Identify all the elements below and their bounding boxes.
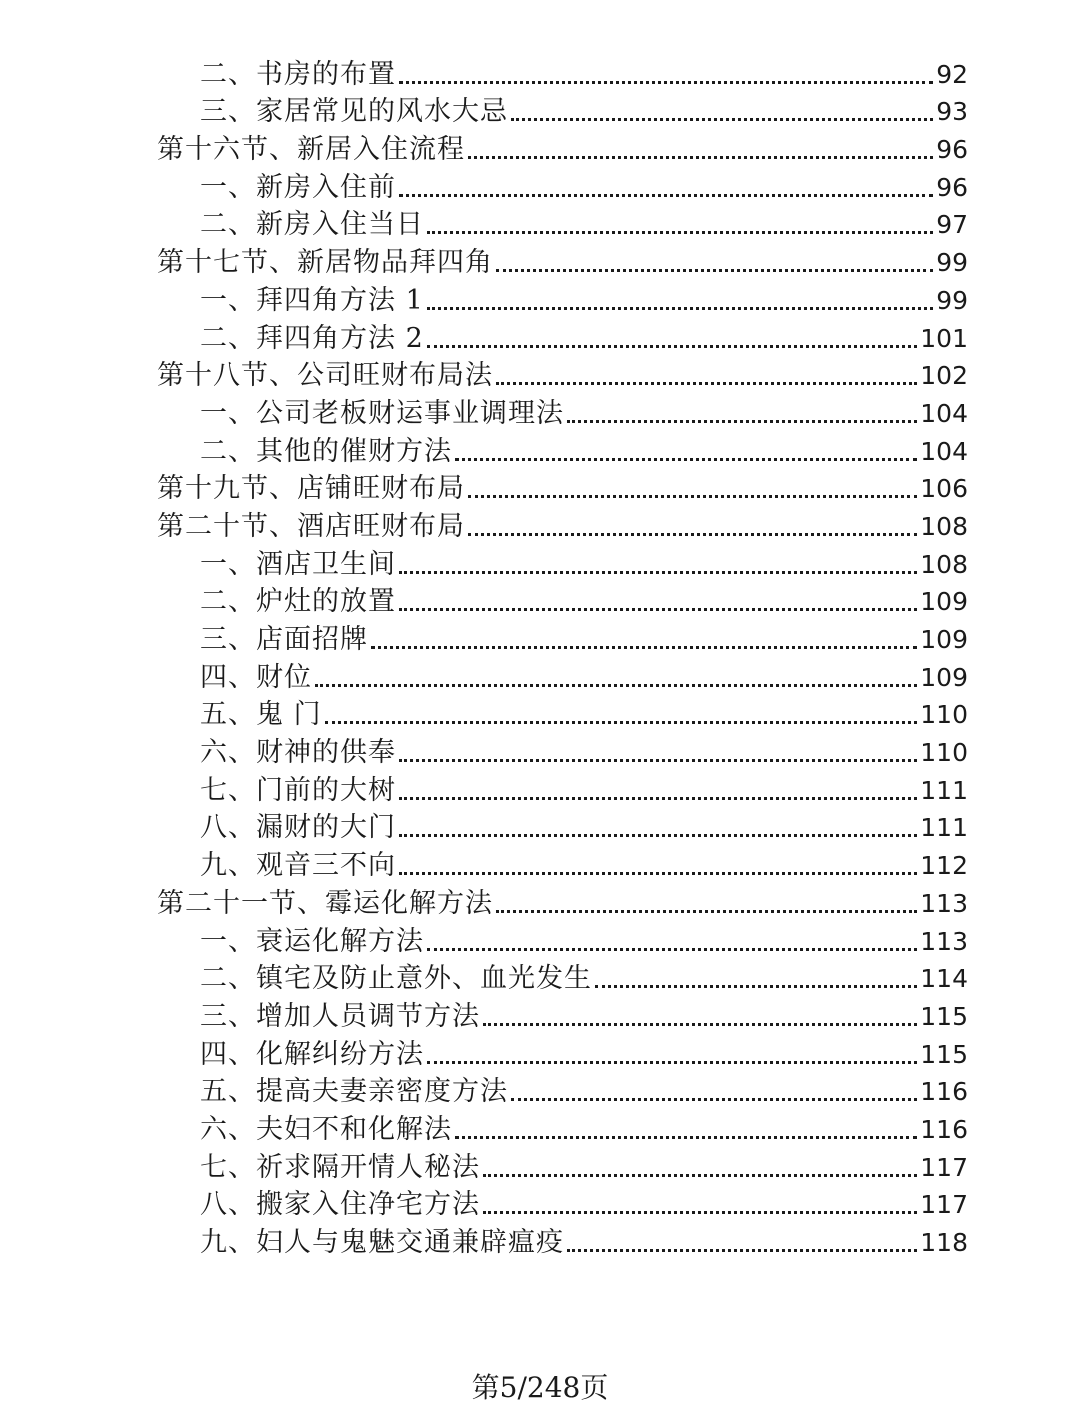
toc-section-entry[interactable] [0, 357, 1080, 395]
toc-entry-page-number: 109 [920, 625, 968, 654]
toc-entry-page-number: 115 [920, 1039, 968, 1069]
toc-entry-title: 六、财神的供奉 [200, 737, 396, 769]
toc-entry-page-number: 101 [920, 323, 968, 353]
dot-leader [455, 458, 917, 461]
toc-entry-page-number: 99 [936, 248, 968, 278]
toc-entry-title: 二、书房的布置 [200, 58, 396, 90]
toc-subsection-entry[interactable] [0, 960, 1080, 998]
toc-entry-page-number: 92 [936, 59, 968, 89]
dot-leader [483, 1023, 917, 1026]
dot-leader [399, 797, 917, 800]
dot-leader [468, 156, 933, 159]
dot-leader [399, 81, 933, 84]
toc-subsection-entry[interactable] [0, 620, 1080, 658]
dot-leader [427, 948, 917, 951]
toc-entry-title: 三、增加人员调节方法 [200, 1000, 480, 1032]
toc-subsection-entry[interactable] [0, 809, 1080, 847]
toc-subsection-entry[interactable] [0, 206, 1080, 244]
dot-leader [315, 684, 917, 687]
toc-subsection-entry[interactable] [0, 1073, 1080, 1111]
toc-section-entry[interactable] [0, 243, 1080, 281]
toc-subsection-entry[interactable] [0, 1148, 1080, 1186]
toc-entry-title: 三、家居常见的风水大忌 [200, 96, 508, 128]
toc-entry-page-number: 112 [920, 851, 968, 881]
toc-entry-title: 二、新房入住当日 [200, 209, 424, 241]
toc-entry-page-number: 115 [920, 1001, 968, 1031]
toc-entry-page-number: 93 [936, 97, 968, 127]
toc-entry-page-number: 117 [920, 1152, 968, 1182]
dot-leader [595, 985, 917, 988]
toc-entry-page-number: 109 [920, 587, 968, 617]
toc-subsection-entry[interactable] [0, 1186, 1080, 1224]
dot-leader [427, 307, 933, 310]
toc-subsection-entry[interactable] [0, 658, 1080, 696]
dot-leader [399, 194, 933, 197]
table-of-contents [0, 55, 1080, 1261]
toc-entry-title: 第十六节、新居入住流程 [157, 134, 465, 166]
toc-subsection-entry[interactable] [0, 997, 1080, 1035]
toc-entry-title: 五、鬼 门 [200, 699, 322, 731]
dot-leader [399, 834, 917, 837]
toc-entry-page-number: 108 [920, 549, 968, 579]
toc-entry-title: 二、炉灶的放置 [200, 586, 396, 618]
dot-leader [496, 382, 917, 385]
toc-entry-title: 四、化解纠纷方法 [200, 1038, 424, 1070]
toc-entry-page-number: 106 [920, 474, 968, 504]
dot-leader [399, 608, 917, 611]
toc-entry-page-number: 96 [936, 172, 968, 202]
toc-entry-page-number: 104 [920, 436, 968, 466]
dot-leader [567, 1249, 917, 1252]
toc-entry-title: 七、门前的大树 [200, 774, 396, 806]
toc-entry-page-number: 111 [920, 813, 968, 843]
toc-entry-title: 第十九节、店铺旺财布局 [157, 473, 465, 505]
toc-entry-page-number: 96 [936, 135, 968, 165]
toc-entry-page-number: 104 [920, 398, 968, 428]
toc-subsection-entry[interactable] [0, 168, 1080, 206]
toc-subsection-entry[interactable] [0, 771, 1080, 809]
toc-entry-page-number: 110 [920, 738, 968, 768]
toc-subsection-entry[interactable] [0, 93, 1080, 131]
toc-section-entry[interactable] [0, 507, 1080, 545]
dot-leader [567, 420, 917, 423]
toc-entry-title: 一、拜四角方法 1 [200, 284, 424, 316]
toc-subsection-entry[interactable] [0, 319, 1080, 357]
toc-entry-page-number: 111 [920, 775, 968, 805]
toc-entry-title: 九、观音三不向 [200, 850, 396, 882]
toc-entry-page-number: 113 [920, 888, 968, 918]
dot-leader [427, 345, 918, 348]
dot-leader [483, 1211, 917, 1214]
toc-entry-page-number: 108 [920, 511, 968, 541]
toc-subsection-entry[interactable] [0, 432, 1080, 470]
dot-leader [427, 1061, 917, 1064]
dot-leader [511, 118, 933, 121]
toc-entry-title: 第十八节、公司旺财布局法 [157, 360, 493, 392]
toc-entry-page-number: 114 [920, 964, 968, 994]
toc-entry-page-number: 118 [920, 1228, 968, 1257]
toc-entry-page-number: 102 [920, 361, 968, 391]
toc-subsection-entry[interactable] [0, 55, 1080, 93]
toc-entry-title: 二、其他的催财方法 [200, 435, 452, 467]
dot-leader [399, 571, 917, 574]
toc-entry-title: 七、祈求隔开情人秘法 [200, 1151, 480, 1183]
toc-subsection-entry[interactable] [0, 1110, 1080, 1148]
toc-entry-title: 三、店面招牌 [200, 624, 368, 655]
toc-subsection-entry[interactable] [0, 696, 1080, 734]
toc-entry-title: 八、漏财的大门 [200, 812, 396, 844]
toc-subsection-entry[interactable] [0, 733, 1080, 771]
dot-leader [399, 759, 917, 762]
toc-subsection-entry[interactable] [0, 583, 1080, 621]
toc-section-entry[interactable] [0, 130, 1080, 168]
toc-section-entry[interactable] [0, 884, 1080, 922]
dot-leader [427, 231, 933, 234]
toc-subsection-entry[interactable] [0, 1223, 1080, 1261]
toc-entry-page-number: 116 [920, 1077, 968, 1107]
dot-leader [325, 721, 918, 724]
toc-entry-title: 二、拜四角方法 2 [200, 322, 424, 354]
toc-entry-page-number: 116 [920, 1114, 968, 1144]
toc-subsection-entry[interactable] [0, 1035, 1080, 1073]
toc-entry-title: 第二十节、酒店旺财布局 [157, 510, 465, 542]
toc-entry-title: 九、妇人与鬼魅交通兼辟瘟疫 [200, 1227, 564, 1258]
toc-entry-title: 一、公司老板财运事业调理法 [200, 397, 564, 429]
toc-entry-title: 八、搬家入住净宅方法 [200, 1189, 480, 1221]
toc-subsection-entry[interactable] [0, 922, 1080, 960]
dot-leader [468, 495, 917, 498]
toc-subsection-entry[interactable] [0, 281, 1080, 319]
toc-entry-title: 五、提高夫妻亲密度方法 [200, 1076, 508, 1108]
page-number-footer: 第5/248页 [471, 1371, 609, 1404]
toc-entry-page-number: 109 [920, 662, 968, 692]
dot-leader [483, 1174, 917, 1177]
dot-leader [496, 910, 917, 913]
dot-leader [399, 872, 917, 875]
dot-leader [468, 533, 917, 536]
toc-entry-page-number: 117 [920, 1190, 968, 1220]
toc-entry-title: 四、财位 [200, 661, 312, 693]
toc-entry-title: 六、夫妇不和化解法 [200, 1113, 452, 1145]
toc-entry-title: 第十七节、新居物品拜四角 [157, 247, 493, 279]
dot-leader [371, 646, 917, 649]
dot-leader [455, 1136, 917, 1139]
toc-entry-title: 一、衰运化解方法 [200, 925, 424, 957]
toc-entry-title: 二、镇宅及防止意外、血光发生 [200, 963, 592, 995]
toc-entry-title: 第二十一节、霉运化解方法 [157, 887, 493, 919]
toc-section-entry[interactable] [0, 470, 1080, 508]
toc-entry-title: 一、新房入住前 [200, 171, 396, 203]
toc-subsection-entry[interactable] [0, 394, 1080, 432]
toc-entry-page-number: 113 [920, 926, 968, 956]
toc-subsection-entry[interactable] [0, 846, 1080, 884]
toc-entry-title: 一、酒店卫生间 [200, 548, 396, 580]
toc-entry-page-number: 110 [920, 700, 968, 730]
toc-entry-page-number: 97 [936, 210, 968, 240]
toc-entry-page-number: 99 [936, 285, 968, 315]
toc-subsection-entry[interactable] [0, 545, 1080, 583]
dot-leader [511, 1098, 917, 1101]
dot-leader [496, 269, 933, 272]
